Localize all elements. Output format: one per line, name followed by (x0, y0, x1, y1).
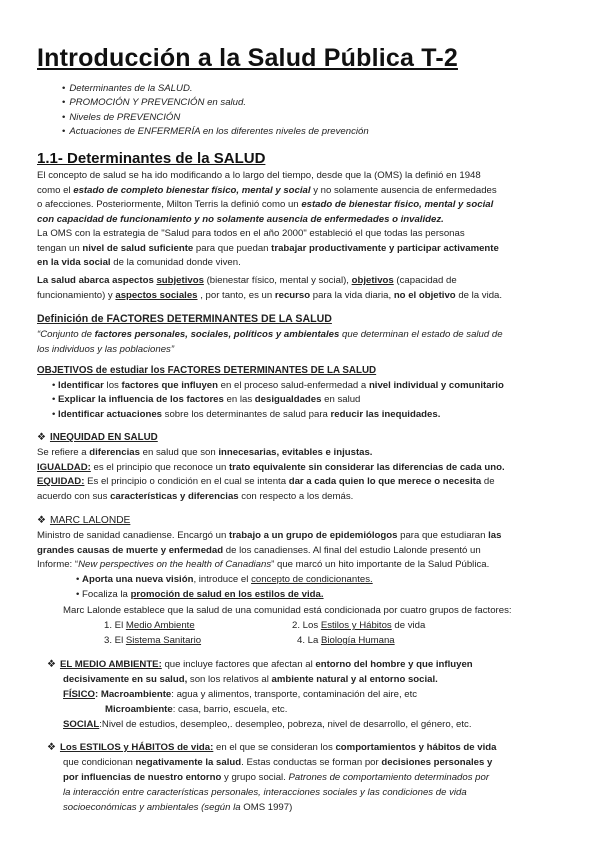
paragraph-line: por influencias de nuestro entorno y grupo social. Patrones de comportamiento determinados por (63, 772, 490, 783)
diamond-bullet-icon: ❖ (47, 742, 56, 753)
paragraph-line: La OMS con la estrategia de "Salud para todos en el año 2000" estableció el que todas las personas (37, 228, 465, 239)
paragraph-line: Ministro de sanidad canadiense. Encargó un trabajo a un grupo de epidemiólogos para que estudiaran las (37, 530, 502, 541)
bullet-icon: • (76, 589, 80, 600)
paragraph-line: La salud abarca aspectos subjetivos (bienestar físico, mental y social), objetivos (capacidad de (37, 275, 457, 286)
toc-item: • Niveles de PREVENCIÓN (62, 111, 369, 125)
factor-item: 3. El Sistema Sanitario (104, 635, 202, 646)
factor-item: 4. La Biología Humana (297, 635, 395, 646)
list-item: • Aporta una nueva visión, introduce el concepto de condicionantes. (76, 574, 373, 585)
paragraph-line: IGUALDAD: es el principio que reconoce un trato equivalente sin considerar las diferencias de cada uno. (37, 461, 505, 473)
page-title: Introducción a la Salud Pública T-2 (37, 44, 458, 72)
subheading-definicion: Definición de FACTORES DETERMINANTES DE LA SALUD (37, 313, 332, 325)
paragraph-line: decisivamente en su salud, son los relativos al ambiente natural y al entorno social. (63, 674, 438, 685)
paragraph-line: El concepto de salud se ha ido modificando a lo largo del tiempo, desde que la (OMS) la definió en 1948 (37, 170, 481, 181)
paragraph-line: en la vida social de la comunidad donde viven. (37, 257, 241, 268)
paragraph-line: con capacidad de funcionamiento y no solamente ausencia de enfermedades o invalidez. (37, 213, 444, 225)
paragraph-line: socioeconómicas y ambientales (según la OMS 1997) (63, 802, 293, 813)
toc-item: • Determinantes de la SALUD. (62, 82, 369, 96)
paragraph-line: como el estado de completo bienestar físico, mental y social y no solamente ausencia de enfermedades (37, 184, 497, 196)
table-of-contents (62, 82, 369, 139)
list-item: • Explicar la influencia de los factores en las desigualdades en salud (52, 394, 361, 405)
definition-line: “Conjunto de factores personales, sociales, políticos y ambientales que determinan el estado de salud de (37, 329, 503, 340)
diamond-bullet-icon: ❖ (47, 659, 56, 670)
bullet-icon: • (52, 394, 56, 405)
paragraph-line: la interacción entre características personales, interacciones sociales y las condiciones de vida (63, 787, 467, 798)
list-item: • Identificar actuaciones sobre los determinantes de salud para reducir las inequidades. (52, 408, 441, 420)
paragraph-line: Microambiente: casa, barrio, escuela, etc. (105, 704, 288, 715)
paragraph-line: grandes causas de muerte y enfermedad de los canadienses. Al final del estudio Lalonde presentó un (37, 544, 481, 556)
paragraph-line: tengan un nivel de salud suficiente para que puedan trabajar productivamente y participar activamente (37, 242, 499, 254)
bullet-icon: • (52, 408, 56, 420)
paragraph-line: EQUIDAD: Es el principio o condición en el cual se intenta dar a cada quien lo que merece o necesita de (37, 476, 495, 487)
diamond-bullet-icon: ❖ (37, 515, 46, 526)
section-heading: 1.1- Determinantes de la SALUD (37, 150, 266, 167)
diamond-bullet-icon: ❖ (37, 432, 46, 443)
paragraph-line: Se refiere a diferencias en salud que son innecesarias, evitables e injustas. (37, 447, 373, 458)
paragraph-line: o afecciones. Posteriormente, Milton Terris la definió como un estado de bienestar físico, mental y social (37, 199, 494, 210)
subheading-objetivos: OBJETIVOS de estudiar los FACTORES DETERMINANTES DE LA SALUD (37, 365, 377, 376)
factor-item: 2. Los Estilos y Hábitos de vida (292, 620, 426, 631)
toc-item: • Actuaciones de ENFERMERÍA en los diferentes niveles de prevención (62, 125, 369, 139)
paragraph-line: Marc Lalonde establece que la salud de una comunidad está condicionada por cuatro grupos de factores: (63, 605, 512, 616)
paragraph-line: Informe: “New perspectives on the health of Canadians” que marcó un hito importante de la Salud Pública. (37, 559, 490, 570)
list-item: • Focaliza la promoción de salud en los estilos de vida. (76, 589, 324, 600)
list-item: • Identificar los factores que influyen en el proceso salud-enfermedad a nivel individual y comunitario (52, 379, 504, 391)
paragraph-line: que condicionan negativamente la salud. Estas conductas se forman por decisiones personales y (63, 757, 493, 768)
subheading-lalonde: ❖ MARC LALONDE (37, 515, 131, 526)
paragraph-line: FÍSICO: Macroambiente: agua y alimentos, transporte, contaminación del aire, etc (63, 689, 418, 700)
factor-item: 1. El Medio Ambiente (104, 620, 195, 631)
toc-item: • PROMOCIÓN Y PREVENCIÓN en salud. (62, 96, 369, 110)
bullet-icon: • (76, 574, 80, 585)
paragraph-line: acuerdo con sus características y diferencias con respecto a los demás. (37, 490, 354, 502)
definition-line: los individuos y las poblaciones” (37, 343, 175, 355)
paragraph-line: ❖ Los ESTILOS y HÁBITOS de vida: en el que se consideran los comportamientos y hábitos de vida (47, 742, 497, 753)
subheading-inequidad: ❖ INEQUIDAD EN SALUD (37, 432, 158, 443)
bullet-icon: • (52, 379, 56, 391)
paragraph-line: ❖ EL MEDIO AMBIENTE: que incluye factores que afectan al entorno del hombre y que influyen (47, 659, 473, 670)
paragraph-line: SOCIAL:Nivel de estudios, desempleo,. desempleo, pobreza, nivel de desarrollo, el género, etc. (63, 719, 472, 730)
paragraph-line: funcionamiento) y aspectos sociales , por tanto, es un recurso para la vida diaria, no el objetivo de la vida. (37, 289, 503, 301)
